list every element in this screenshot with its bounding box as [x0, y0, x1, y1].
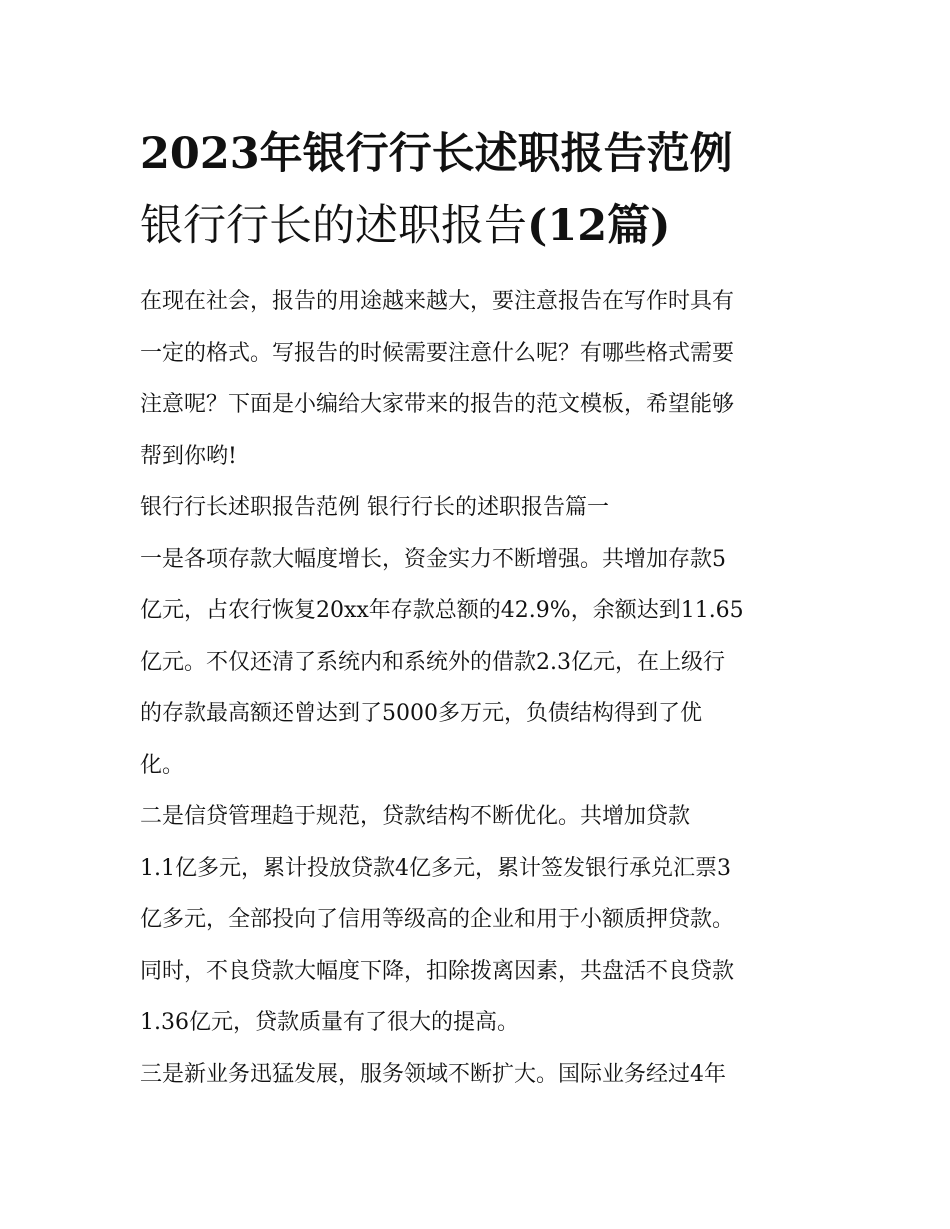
title-line-2-text: 银行行长的述职报告	[140, 201, 527, 251]
title-line-2-count: (12篇)	[527, 201, 671, 251]
body-line: 一定的格式。写报告的时候需要注意什么呢？有哪些格式需要	[140, 340, 735, 366]
body-line: 化。	[140, 752, 185, 778]
body-line: 同时，不良贷款大幅度下降，扣除拨离因素，共盘活不良贷款	[140, 958, 735, 984]
document-body	[140, 276, 816, 1100]
body-line: 的存款最高额还曾达到了5000多万元，负债结构得到了优	[140, 701, 702, 726]
title-line-1: 2023年银行行长述职报告范例	[140, 129, 733, 179]
body-line: 亿元，占农行恢复20xx年存款总额的42.9%，余额达到11.65	[140, 598, 744, 623]
section-heading: 银行行长述职报告范例 银行行长的述职报告篇一	[140, 495, 609, 520]
body-line: 1.36亿元，贷款质量有了很大的提高。	[140, 1010, 519, 1035]
title-line-2	[140, 190, 820, 262]
body-line: 一是各项存款大幅度增长，资金实力不断增强。共增加存款5	[140, 546, 726, 572]
body-line: 帮到你哟!	[140, 443, 237, 469]
body-line: 注意呢？下面是小编给大家带来的报告的范文模板，希望能够	[140, 392, 735, 417]
body-line: 亿元。不仅还清了系统内和系统外的借款2.3亿元，在上级行	[140, 649, 725, 675]
body-line: 亿多元，全部投向了信用等级高的企业和用于小额质押贷款。	[140, 907, 735, 932]
body-line: 在现在社会，报告的用途越来越大，要注意报告在写作时具有	[140, 289, 735, 314]
body-line: 二是信贷管理趋于规范，贷款结构不断优化。共增加贷款	[140, 804, 691, 829]
document-title	[140, 118, 820, 262]
body-line: 1.1亿多元，累计投放贷款4亿多元，累计签发银行承兑汇票3	[140, 855, 731, 881]
body-line: 三是新业务迅猛发展，服务领域不断扩大。国际业务经过4年	[140, 1061, 726, 1087]
